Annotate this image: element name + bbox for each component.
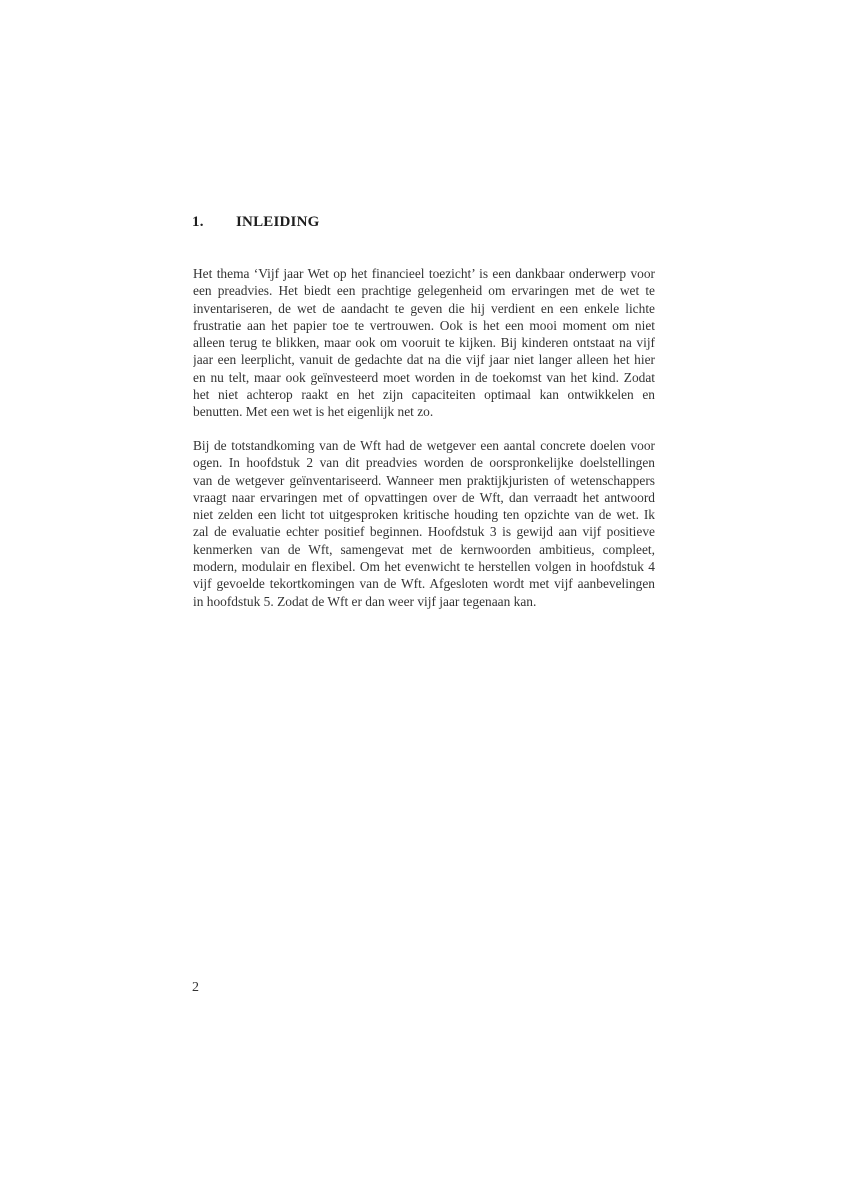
paragraph-line: niet zelden een licht tot uitgesproken kritische houding ten opzichte van de wet. Ik [193,507,655,523]
chapter-title: INLEIDING [236,214,320,230]
paragraph-line: in hoofdstuk 5. Zodat de Wft er dan weer vijf jaar tegenaan kan. [193,593,537,609]
paragraph-line: jaar een leerplicht, vanuit de gedachte dat na die vijf jaar niet langer alleen het hier [193,352,655,368]
chapter-heading [192,214,320,231]
paragraph-2 [193,437,655,610]
paragraph-line: en nu telt, maar ook geïnvesteerd moet worden in de toekomst van het kind. Zodat [193,369,655,385]
chapter-number: 1. [192,214,204,230]
paragraph-line: kenmerken van de Wft, samengevat met de kernwoorden ambitieus, compleet, [193,541,655,557]
paragraph-line: een preadvies. Het biedt een prachtige gelegenheid om ervaringen met de wet te [193,283,655,299]
paragraph-line: vijf gevoelde tekortkomingen van de Wft. Afgesloten wordt met vijf aanbevelingen [193,576,655,592]
paragraph-1 [193,265,655,421]
paragraph-line: frustratie aan het papier toe te vertrouwen. Ook is het een mooi moment om niet [193,317,655,333]
paragraph-line: Het thema ‘Vijf jaar Wet op het financieel toezicht’ is een dankbaar onderwerp voor [193,266,655,281]
paragraph-line: alleen terug te blikken, maar ook om vooruit te kijken. Bij kinderen ontstaat na vijf [193,335,655,351]
page-number: 2 [192,980,199,995]
paragraph-line: modern, modulair en flexibel. Om het evenwicht te herstellen volgen in hoofdstuk 4 [193,559,655,575]
paragraph-line: ogen. In hoofdstuk 2 van dit preadvies worden de oorspronkelijke doelstellingen [193,455,655,471]
paragraph-line: Bij de totstandkoming van de Wft had de wetgever een aantal concrete doelen voor [193,438,655,453]
paragraph-line: van de wetgever geïnventariseerd. Wanneer men praktijkjuristen of wetenschappers [193,472,655,488]
paragraph-line: inventariseren, de wet de aandacht te geven die hij verdient en een enkele lichte [193,300,655,316]
paragraph-line: zal de evaluatie echter positief beginnen. Hoofdstuk 3 is gewijd aan vijf positieve [193,524,655,540]
paragraph-line: vraagt naar ervaringen met of opvattingen over de Wft, dan verraadt het antwoord [193,489,655,505]
paragraph-line: het niet achterop raakt en het zijn capaciteiten optimaal kan ontwikkelen en [193,387,655,403]
paragraph-line: benutten. Met een wet is het eigenlijk net zo. [193,404,434,420]
